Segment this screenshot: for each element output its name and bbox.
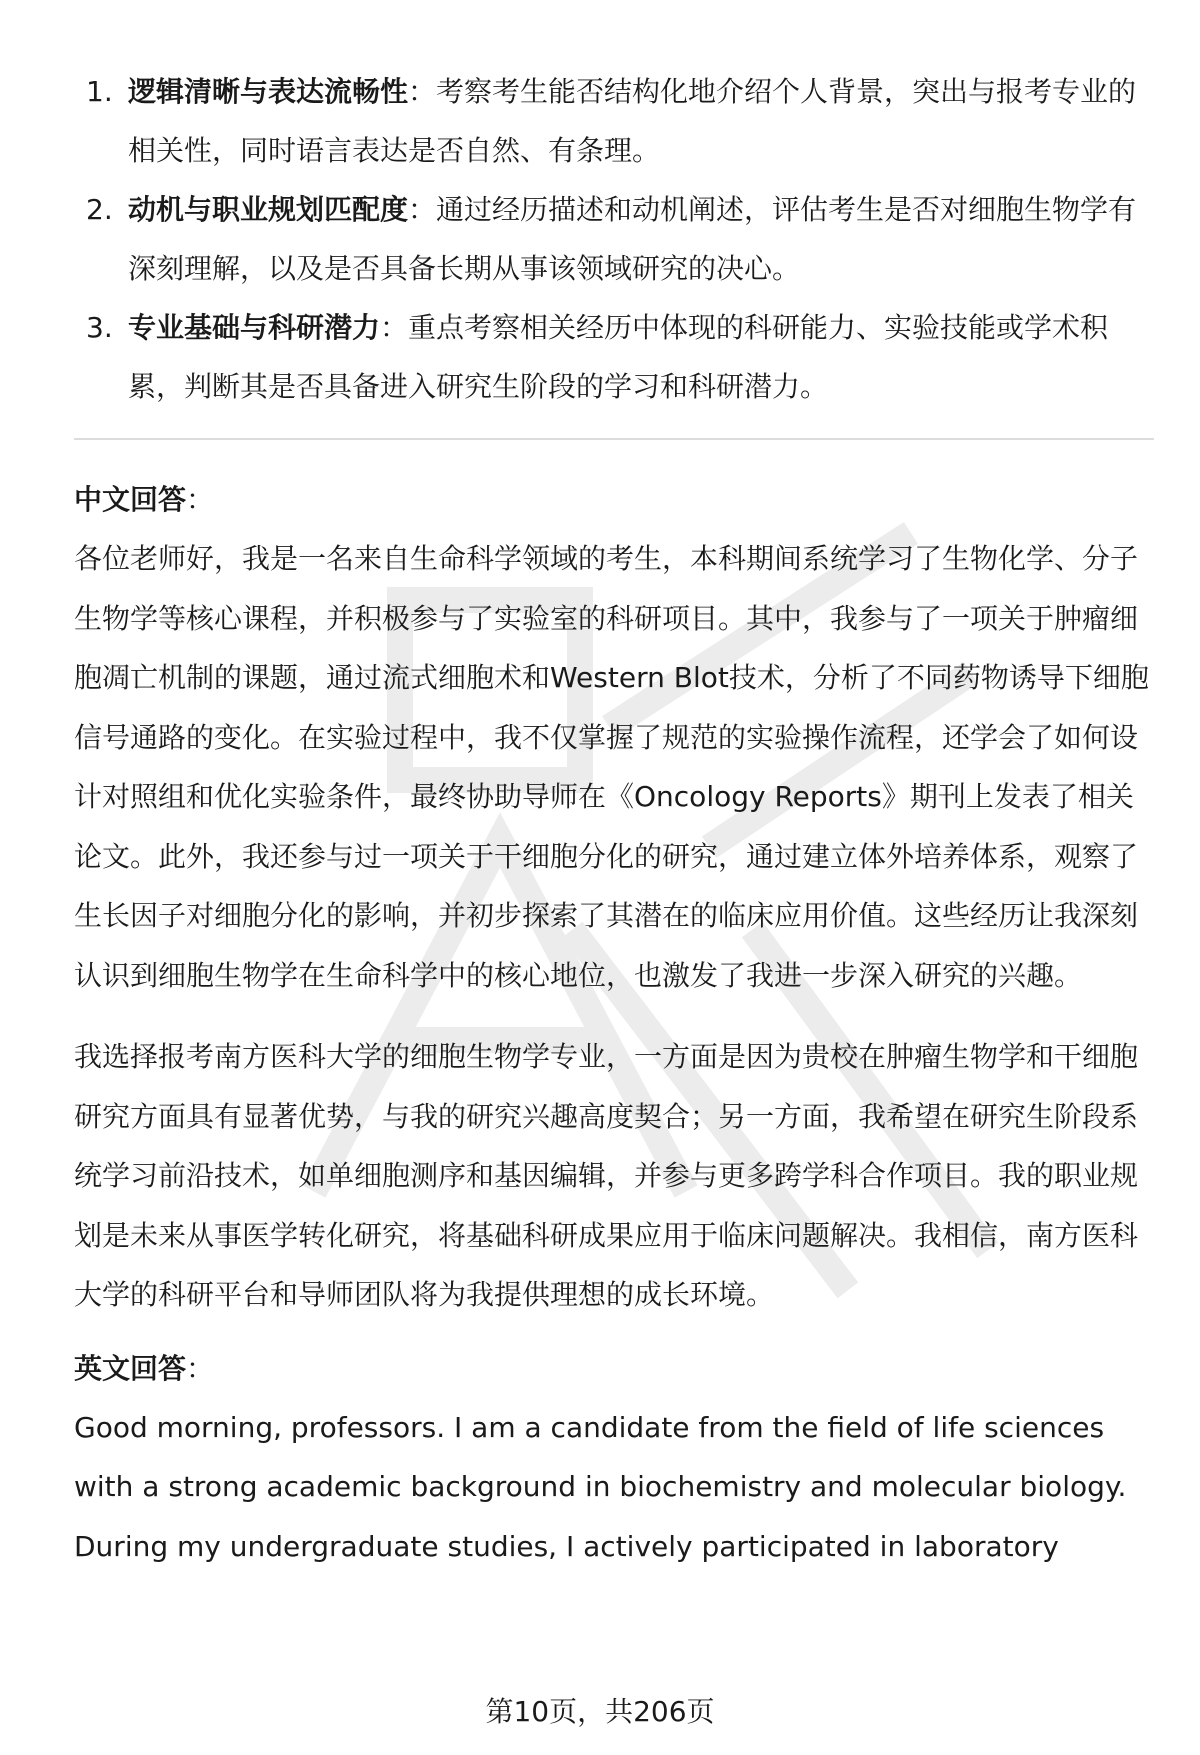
- document-page: [74, 62, 1154, 1576]
- criteria-number: 2.: [86, 193, 113, 226]
- criteria-text: ：通过经历描述和动机阐述，评估考生是否对细胞生物学有深刻理解，以及是否具备长期从事该领域研究的决心。: [128, 193, 1137, 285]
- section-divider: [74, 438, 1154, 440]
- criteria-item-3: [74, 298, 1154, 416]
- criteria-title: 动机与职业规划匹配度: [128, 193, 409, 226]
- chinese-answer-heading-label: 中文回答: [74, 483, 187, 516]
- english-answer-line-2: with a strong academic background in biochemistry and molecular biology.: [74, 1470, 1127, 1503]
- evaluation-criteria-list: [74, 62, 1154, 416]
- english-answer-line-1: Good morning, professors. I am a candidate from the field of life sciences: [74, 1410, 1105, 1444]
- english-answer-paragraph: [74, 1398, 1154, 1577]
- criteria-item-1: [74, 62, 1154, 180]
- chinese-answer-paragraph-1: 各位老师好，我是一名来自生命科学领域的考生，本科期间系统学习了生物化学、分子生物学等核心课程，并积极参与了实验室的科研项目。其中，我参与了一项关于肿瘤细胞凋亡机制的课题，通过流式细胞术和Western Blot技术，分析了不同药物诱导下细胞信号通路的变化。在实验过程中，我不仅掌握了规范的实验操作流程，还学会了如何设计对照组和优化实验条件，最终协助导师在《Oncology Reports》期刊上发表了相关论文。此外，我还参与过一项关于干细胞分化的研究，通过建立体外培养体系，观察了生长因子对细胞分化的影响，并初步探索了其潜在的临床应用价值。这些经历让我深刻认识到细胞生物学在生命科学中的核心地位，也激发了我进一步深入研究的兴趣。: [74, 542, 1149, 992]
- heading-colon: ：: [186, 483, 215, 516]
- criteria-item-2: [74, 180, 1154, 298]
- criteria-title: 逻辑清晰与表达流畅性: [128, 75, 409, 108]
- criteria-text: ：重点考察相关经历中体现的科研能力、实验技能或学术积累，判断其是否具备进入研究生阶段的学习和科研潜力。: [128, 311, 1109, 403]
- english-answer-heading-label: 英文回答: [74, 1351, 187, 1385]
- criteria-number: 1.: [86, 75, 113, 108]
- chinese-answer-paragraph-2: 我选择报考南方医科大学的细胞生物学专业，一方面是因为贵校在肿瘤生物学和干细胞研究方面具有显著优势，与我的研究兴趣高度契合；另一方面，我希望在研究生阶段系统学习前沿技术，如单细胞测序和基因编辑，并参与更多跨学科合作项目。我的职业规划是未来从事医学转化研究，将基础科研成果应用于临床问题解决。我相信，南方医科大学的科研平台和导师团队将为我提供理想的成长环境。: [74, 1040, 1139, 1311]
- english-answer-heading: [74, 1339, 1154, 1398]
- english-answer-line-3: During my undergraduate studies, I actively participated in laboratory: [74, 1529, 1059, 1563]
- criteria-text: ：考察考生能否结构化地介绍个人背景，突出与报考专业的相关性，同时语言表达是否自然、有条理。: [128, 75, 1137, 167]
- chinese-answer-heading: [74, 470, 1154, 529]
- criteria-title: 专业基础与科研潜力: [128, 311, 381, 344]
- page-number-footer: 第10页，共206页: [485, 1695, 715, 1728]
- heading-colon: ：: [186, 1351, 215, 1385]
- criteria-number: 3.: [86, 311, 113, 344]
